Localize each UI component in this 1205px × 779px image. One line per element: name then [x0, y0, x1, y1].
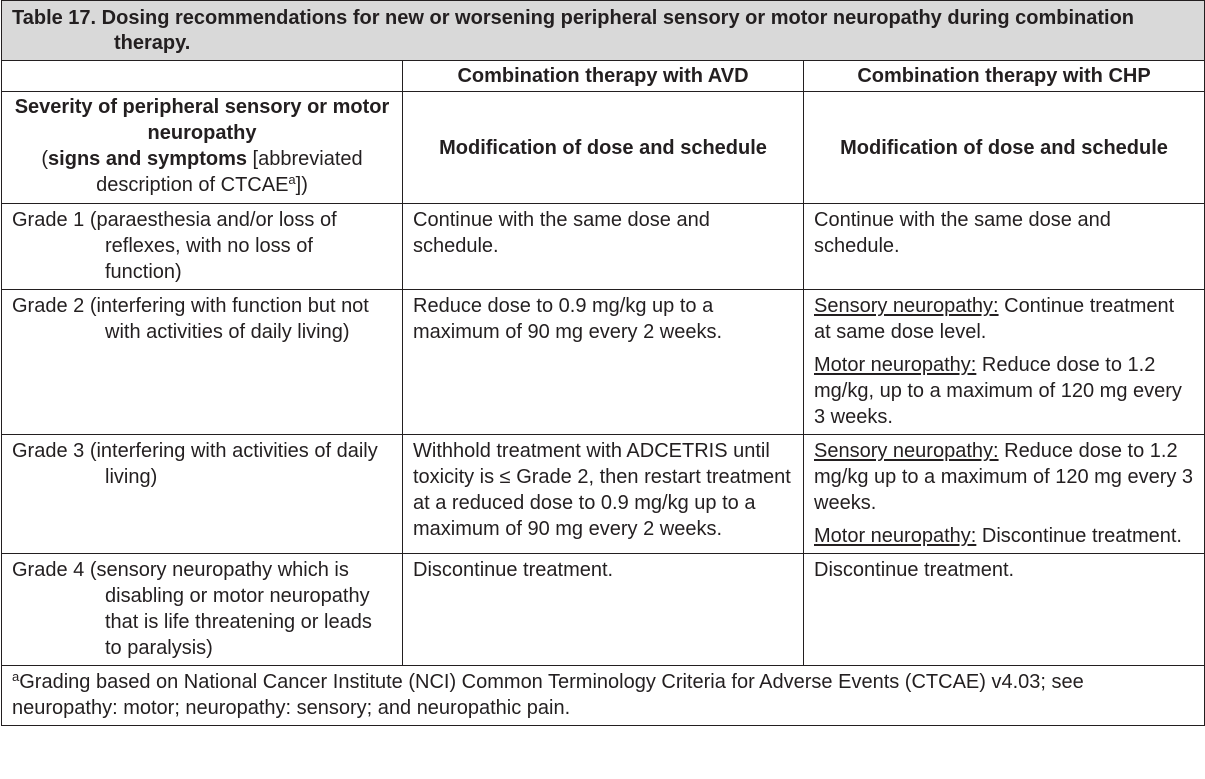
avd-cell: Reduce dose to 0.9 mg/kg up to a maximum of 90 mg every 2 weeks.: [403, 290, 804, 435]
footnote-marker-ref: a: [288, 172, 296, 187]
title-row: [2, 1, 1205, 61]
column-header-row: [2, 61, 1205, 92]
severity-header-cell: [2, 92, 403, 204]
chp-recommendation: Continue with the same dose and schedule.: [814, 209, 1111, 257]
sensory-neuropathy-text: Reduce dose to 1.2 mg/kg up to a maximum of 120 mg every 3 weeks.: [814, 440, 1194, 514]
header-avd: Combination therapy with AVD: [403, 61, 804, 92]
chp-motor-recommendation: [814, 352, 1194, 430]
chp-sensory-recommendation: [814, 293, 1194, 345]
table-row: [2, 435, 1205, 554]
chp-sensory-recommendation: [814, 438, 1194, 516]
modification-avd-header: Modification of dose and schedule: [403, 92, 804, 204]
table-row: [2, 290, 1205, 435]
grade-1-text: Grade 1 (paraesthesia and/or loss of reflexes, with no loss of function): [12, 209, 337, 283]
table-title-cell: [2, 1, 1205, 61]
avd-cell: Continue with the same dose and schedule.: [403, 204, 804, 290]
severity-description: [12, 146, 392, 198]
dosing-table: [1, 0, 1205, 726]
grade-cell: [2, 204, 403, 290]
grade-cell: [2, 554, 403, 666]
chp-cell: [804, 204, 1205, 290]
chp-cell: [804, 290, 1205, 435]
grade-4-text: Grade 4 (sensory neuropathy which is disabling or motor neuropathy that is life threatening or leads to paralysis): [12, 559, 372, 659]
grade-2-text: Grade 2 (interfering with function but not with activities of daily living): [12, 295, 369, 343]
table-title: Table 17. Dosing recommendations for new or worsening peripheral sensory or motor neuropathy during combination therapy.: [12, 7, 1135, 54]
chp-cell: [804, 435, 1205, 554]
table-row: [2, 204, 1205, 290]
motor-neuropathy-text: Reduce dose to 1.2 mg/kg, up to a maximum of 120 mg every 3 weeks.: [814, 354, 1182, 428]
header-chp: Combination therapy with CHP: [804, 61, 1205, 92]
footnote-marker: a: [12, 669, 20, 684]
grade-cell: [2, 290, 403, 435]
footnote-row: [2, 666, 1205, 726]
modification-chp-header: Modification of dose and schedule: [804, 92, 1205, 204]
chp-motor-recommendation: [814, 523, 1194, 549]
grade-3-text: Grade 3 (interfering with activities of daily living): [12, 440, 378, 488]
footnote: [2, 666, 1205, 726]
severity-ctcae-text: [abbreviated description of CTCAE: [96, 148, 363, 196]
table-row: [2, 554, 1205, 666]
avd-cell: Withhold treatment with ADCETRIS until toxicity is ≤ Grade 2, then restart treatment at a reduced dose to 0.9 mg/kg up to a maximum of 90 mg every 2 weeks.: [403, 435, 804, 554]
severity-heading: Severity of peripheral sensory or motor neuropathy: [14, 96, 390, 144]
motor-neuropathy-label: Motor neuropathy:: [814, 525, 977, 547]
signs-symptoms-label: signs and symptoms: [48, 148, 247, 170]
motor-neuropathy-text: Discontinue treatment.: [976, 525, 1182, 547]
footnote-text: Grading based on National Cancer Institute (NCI) Common Terminology Criteria for Adverse Events (CTCAE) v4.03; see neuropathy: motor; neuropathy: sensory; and neuropathic pain.: [12, 671, 1084, 719]
header-empty-cell: [2, 61, 403, 92]
subheader-row: [2, 92, 1205, 204]
motor-neuropathy-label: Motor neuropathy:: [814, 354, 977, 376]
chp-recommendation: Discontinue treatment.: [814, 559, 1015, 581]
severity-close-paren: ]): [295, 174, 308, 196]
sensory-neuropathy-text: Continue treatment at same dose level.: [814, 295, 1175, 343]
severity-open-paren: (: [41, 148, 49, 170]
grade-cell: [2, 435, 403, 554]
chp-cell: [804, 554, 1205, 666]
sensory-neuropathy-label: Sensory neuropathy:: [814, 440, 999, 462]
sensory-neuropathy-label: Sensory neuropathy:: [814, 295, 999, 317]
avd-cell: Discontinue treatment.: [403, 554, 804, 666]
